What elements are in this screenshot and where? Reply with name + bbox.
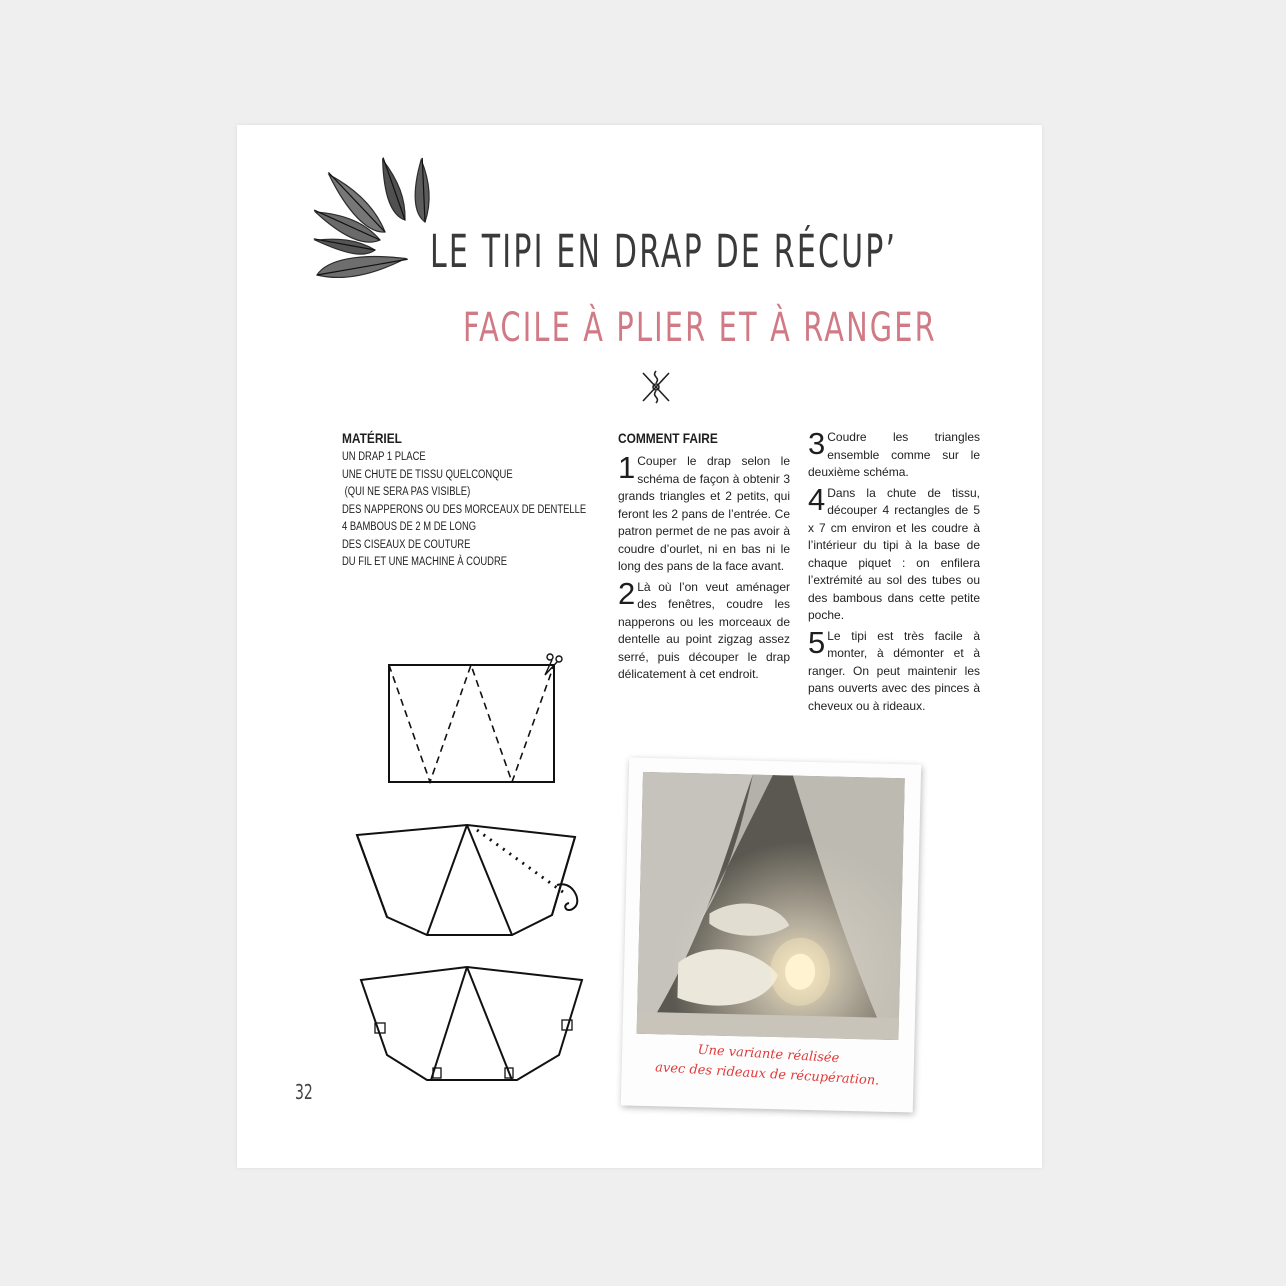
- step-text: Couper le drap selon le schéma de façon à obtenir 3 grands triangles et 2 petits, qui feront les 2 pans de l’entrée. Ce patron permet de ne pas avoir à coudre d’ourlet, ni en bas ni le long des pans de la face avant.: [618, 454, 790, 573]
- list-item: DES NAPPERONS OU DES MORCEAUX DE DENTELLE: [342, 503, 587, 516]
- step-4: [808, 481, 980, 625]
- step-3: [808, 426, 980, 482]
- ornament-icon: [639, 369, 673, 405]
- instructions-column-1: [618, 450, 790, 687]
- step-text: Là où l’on veut aménager des fenêtres, coudre les napperons ou les morceaux de dentelle au point zigzag assez serré, puis découper le drap délicatement à cet endroit.: [618, 579, 790, 681]
- step-text: Le tipi est très facile à monter, à démonter et à ranger. On peut maintenir les pans ouverts avec des pinces à cheveux ou à rideaux.: [808, 628, 980, 713]
- assembly-diagram: [357, 825, 577, 935]
- caption-line-2: avec des rideaux de récupération.: [654, 1060, 880, 1089]
- materials-heading: MATÉRIEL: [342, 430, 402, 446]
- step-5: [808, 624, 980, 716]
- page-number: 32: [295, 1080, 313, 1104]
- list-item: UNE CHUTE DE TISSU QUELCONQUE: [342, 468, 513, 481]
- caption-line-1: Une variante réalisée: [697, 1042, 840, 1067]
- list-item: UN DRAP 1 PLACE: [342, 451, 426, 463]
- book-page: [237, 125, 1042, 1168]
- photo-caption: [627, 1037, 909, 1094]
- page-title: LE TIPI EN DRAP DE RÉCUP’: [430, 225, 898, 278]
- step-number: 1: [618, 450, 636, 485]
- page-subtitle: FACILE À PLIER ET À RANGER: [463, 305, 937, 351]
- step-2: [618, 575, 790, 684]
- tipi-photo: [637, 772, 905, 1040]
- photo-frame: [621, 757, 921, 1112]
- step-text: Dans la chute de tissu, découper 4 rectangles de 5 x 7 cm environ et les coudre à l’intérieur du tipi à la base de chaque piquet : on enfilera l’extrémité au sol des tubes ou des bambous dans cette petite poche.: [808, 485, 980, 622]
- list-item: DES CISEAUX DE COUTURE: [342, 538, 471, 551]
- materials-list: [342, 449, 587, 572]
- step-1: [618, 450, 790, 576]
- pattern-diagrams: [347, 645, 607, 1095]
- step-number: 3: [808, 426, 826, 461]
- instructions-heading: COMMENT FAIRE: [618, 430, 718, 446]
- step-text: Coudre les triangles ensemble comme sur le deuxième schéma.: [808, 430, 980, 479]
- step-number: 2: [618, 575, 636, 611]
- step-number: 4: [808, 481, 826, 517]
- cutting-diagram: [389, 665, 554, 782]
- list-item: 4 BAMBOUS DE 2 M DE LONG: [342, 521, 477, 533]
- pocket-diagram: [361, 967, 582, 1080]
- list-item: (QUI NE SERA PAS VISIBLE): [342, 486, 471, 498]
- instructions-column-2: [808, 426, 980, 718]
- step-number: 5: [808, 624, 826, 660]
- list-item: DU FIL ET UNE MACHINE À COUDRE: [342, 556, 508, 568]
